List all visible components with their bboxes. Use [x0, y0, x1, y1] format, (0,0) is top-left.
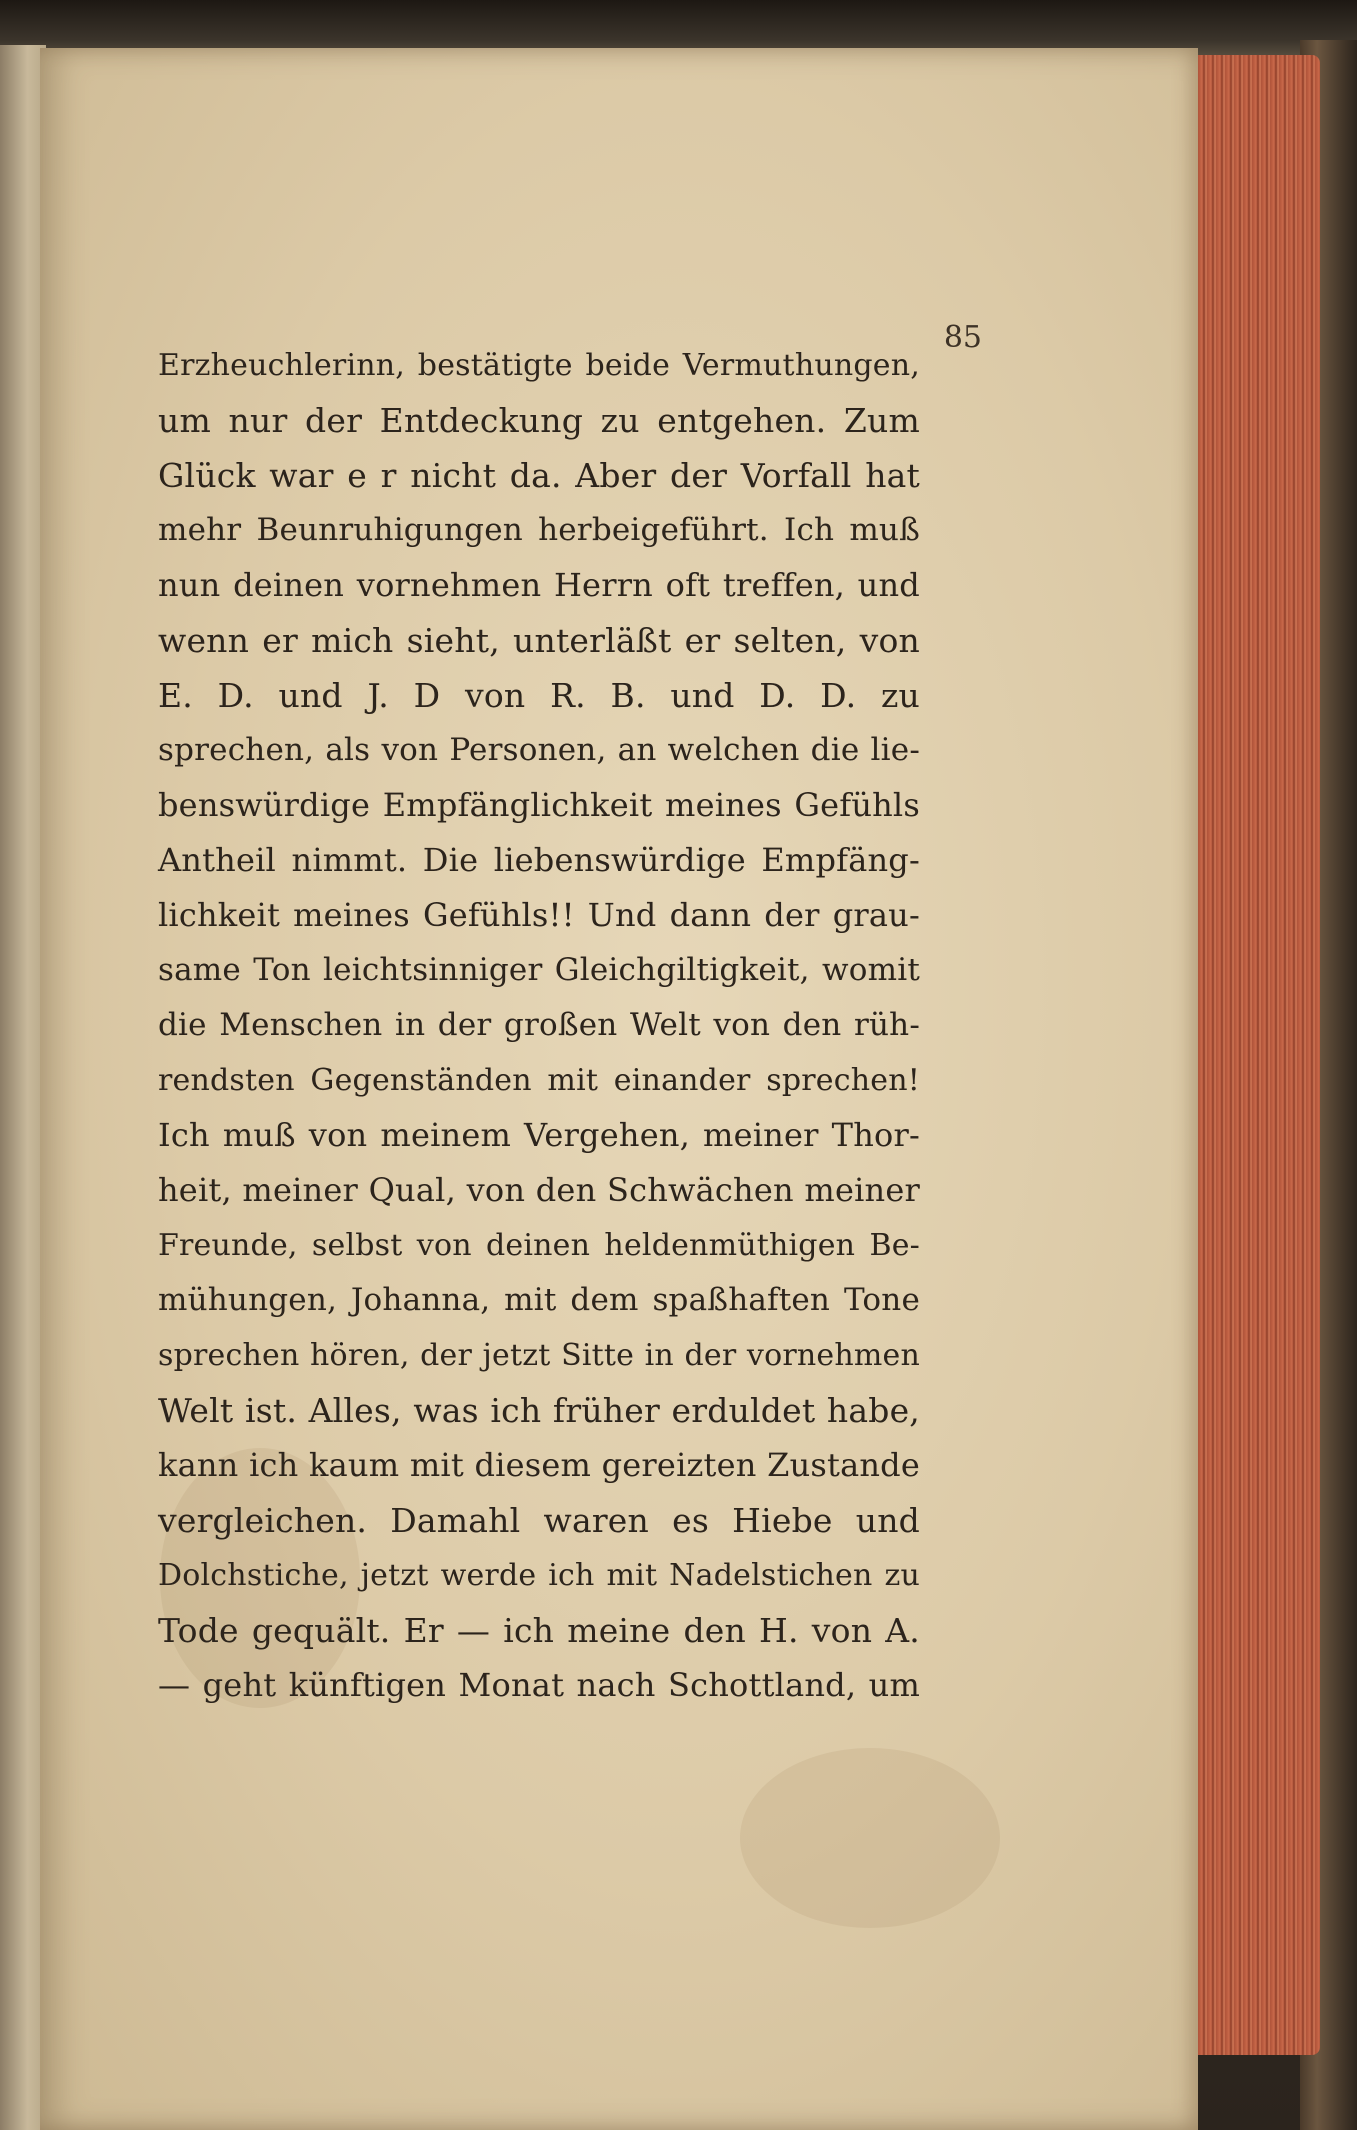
- text-line: mühungen, Johanna, mit dem spaßhaften Tone: [158, 1282, 920, 1318]
- text-line: die Menschen in der großen Welt von den rüh-: [158, 1007, 920, 1043]
- text-line: sprechen hören, der jetzt Sitte in der vornehmen: [158, 1338, 920, 1373]
- text-line: Antheil nimmt. Die liebenswürdige Empfäng-: [158, 841, 920, 879]
- text-line: kann ich kaum mit diesem gereizten Zustande: [158, 1446, 920, 1484]
- text-line: same Ton leichtsinniger Gleichgiltigkeit, womit: [158, 952, 920, 988]
- text-line: um nur der Entdeckung zu entgehen. Zum: [158, 401, 920, 440]
- page-number: 85: [943, 320, 982, 355]
- text-line: lichkeit meines Gefühls!! Und dann der grau-: [158, 896, 920, 934]
- text-line: Erzheuchlerinn, bestätigte beide Vermuthungen,: [158, 348, 920, 383]
- text-line: benswürdige Empfänglichkeit meines Gefühls: [158, 786, 920, 824]
- text-line: Dolchstiche, jetzt werde ich mit Nadelstichen zu: [158, 1558, 920, 1593]
- paper-stain: [740, 1748, 1000, 1928]
- text-line: Welt ist. Alles, was ich früher erduldet habe,: [158, 1391, 920, 1430]
- text-line: vergleichen. Damahl waren es Hiebe und: [158, 1501, 920, 1540]
- text-line: rendsten Gegenständen mit einander sprechen!: [158, 1063, 920, 1098]
- text-line: — geht künftigen Monat nach Schottland, um: [158, 1666, 920, 1704]
- text-line: sprechen, als von Personen, an welchen die lie-: [158, 732, 920, 768]
- text-line: Freunde, selbst von deinen heldenmüthigen Be-: [158, 1228, 920, 1263]
- page-edges: [1190, 55, 1320, 2055]
- text-line: heit, meiner Qual, von den Schwächen meiner: [158, 1171, 920, 1209]
- text-line: Ich muß von meinem Vergehen, meiner Thor-: [158, 1116, 920, 1154]
- text-line: Tode gequält. Er — ich meine den H. von A.: [158, 1611, 920, 1650]
- text-line: mehr Beunruhigungen herbeigeführt. Ich muß: [158, 512, 920, 548]
- page-text: [158, 338, 920, 1713]
- text-line: Glück war e r nicht da. Aber der Vorfall hat: [158, 456, 920, 495]
- text-line: E. D. und J. D von R. B. und D. D. zu: [158, 676, 920, 715]
- text-line: nun deinen vornehmen Herrn oft treffen, und: [158, 566, 920, 604]
- text-line: wenn er mich sieht, unterläßt er selten, von: [158, 621, 920, 660]
